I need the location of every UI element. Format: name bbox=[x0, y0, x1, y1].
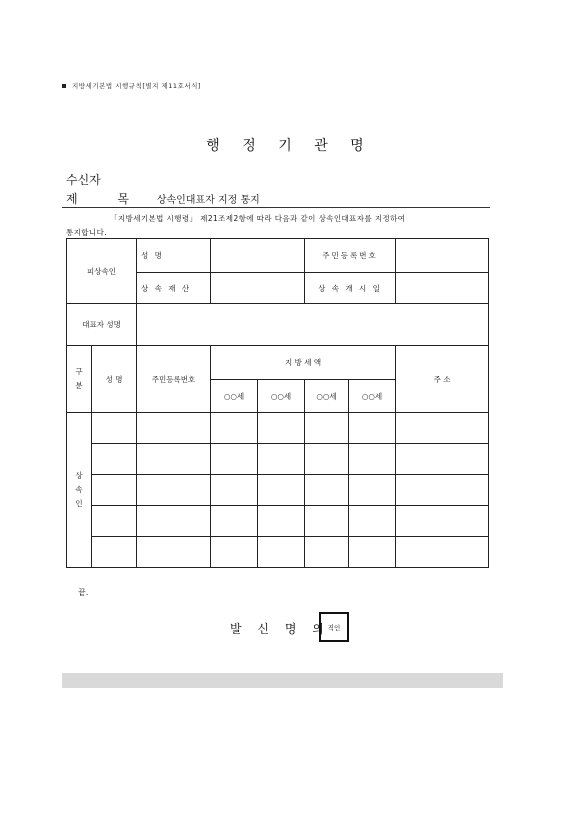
heir-cell bbox=[92, 444, 137, 475]
decedent-label: 피상속인 bbox=[67, 239, 137, 304]
heir-cell bbox=[258, 506, 305, 537]
heir-cell bbox=[396, 537, 489, 568]
estate-label: 상 속 재 산 bbox=[137, 273, 211, 304]
subject-label: 제 목 bbox=[66, 192, 147, 206]
heir-cell bbox=[349, 413, 396, 444]
heir-cell bbox=[396, 506, 489, 537]
heir-cell bbox=[92, 537, 137, 568]
heir-cell bbox=[92, 475, 137, 506]
heir-cell bbox=[137, 413, 211, 444]
heir-cell bbox=[258, 444, 305, 475]
heir-cell bbox=[211, 413, 258, 444]
heir-cell bbox=[137, 506, 211, 537]
heir-rrn-header: 주민등록번호 bbox=[137, 346, 211, 413]
representative-name-label: 대표자 성명 bbox=[67, 304, 137, 346]
heir-cell bbox=[258, 413, 305, 444]
closing-mark: 끝. bbox=[78, 588, 89, 597]
tax-col-header: ○○세 bbox=[349, 380, 396, 413]
heir-cell bbox=[211, 506, 258, 537]
decedent-rrn-cell bbox=[396, 239, 489, 273]
category-label: 구 분 bbox=[67, 346, 92, 413]
subject-value: 상속인대표자 지정 통지 bbox=[156, 195, 260, 206]
representative-name-cell bbox=[137, 304, 489, 346]
heir-cell bbox=[305, 475, 349, 506]
tax-col-header: ○○세 bbox=[211, 380, 258, 413]
heir-cell bbox=[349, 475, 396, 506]
heir-cell bbox=[92, 413, 137, 444]
heir-cell bbox=[258, 537, 305, 568]
address-header: 주 소 bbox=[396, 346, 489, 413]
heir-cell bbox=[137, 537, 211, 568]
heir-name-header: 성 명 bbox=[92, 346, 137, 413]
heir-cell bbox=[396, 475, 489, 506]
heir-label: 상 속 인 bbox=[67, 413, 92, 568]
divider bbox=[62, 207, 490, 208]
sender-name: 발 신 명 의 bbox=[230, 622, 330, 636]
tax-col-header: ○○세 bbox=[305, 380, 349, 413]
heir-cell bbox=[258, 475, 305, 506]
form-reference-text: 지방세기본법 시행규칙[별지 제11호서식] bbox=[72, 82, 201, 90]
official-seal: 직인 bbox=[319, 612, 349, 642]
heir-cell bbox=[92, 506, 137, 537]
local-tax-header: 지 방 세 액 bbox=[211, 346, 396, 380]
recipient-label: 수신자 bbox=[66, 173, 101, 187]
decedent-rrn-label: 주민등록번호 bbox=[305, 239, 396, 273]
subject-row bbox=[66, 190, 260, 207]
body-text-line2: 통지합니다. bbox=[66, 228, 108, 237]
heir-cell bbox=[211, 475, 258, 506]
decedent-name-cell bbox=[211, 239, 305, 273]
heir-cell bbox=[211, 537, 258, 568]
heir-representative-table bbox=[66, 238, 489, 568]
footer-bar bbox=[62, 673, 503, 688]
heir-cell bbox=[137, 444, 211, 475]
body-text-line1: 「지방세기본법 시행령」 제21조제2항에 따라 다음과 같이 상속인대표자를 지정하여 bbox=[110, 214, 406, 223]
heir-cell bbox=[305, 537, 349, 568]
square-bullet-icon bbox=[62, 84, 66, 88]
inheritance-start-label: 상 속 개 시 일 bbox=[305, 273, 396, 304]
heir-cell bbox=[349, 444, 396, 475]
estate-cell bbox=[211, 273, 305, 304]
form-reference bbox=[62, 81, 201, 90]
agency-name: 행 정 기 관 명 bbox=[206, 138, 373, 154]
tax-col-header: ○○세 bbox=[258, 380, 305, 413]
heir-cell bbox=[305, 506, 349, 537]
inheritance-start-cell bbox=[396, 273, 489, 304]
decedent-name-label: 성 명 bbox=[137, 239, 211, 273]
heir-cell bbox=[137, 475, 211, 506]
heir-cell bbox=[349, 537, 396, 568]
heir-cell bbox=[396, 413, 489, 444]
heir-cell bbox=[305, 444, 349, 475]
heir-cell bbox=[349, 506, 396, 537]
heir-cell bbox=[396, 444, 489, 475]
heir-cell bbox=[211, 444, 258, 475]
heir-cell bbox=[305, 413, 349, 444]
